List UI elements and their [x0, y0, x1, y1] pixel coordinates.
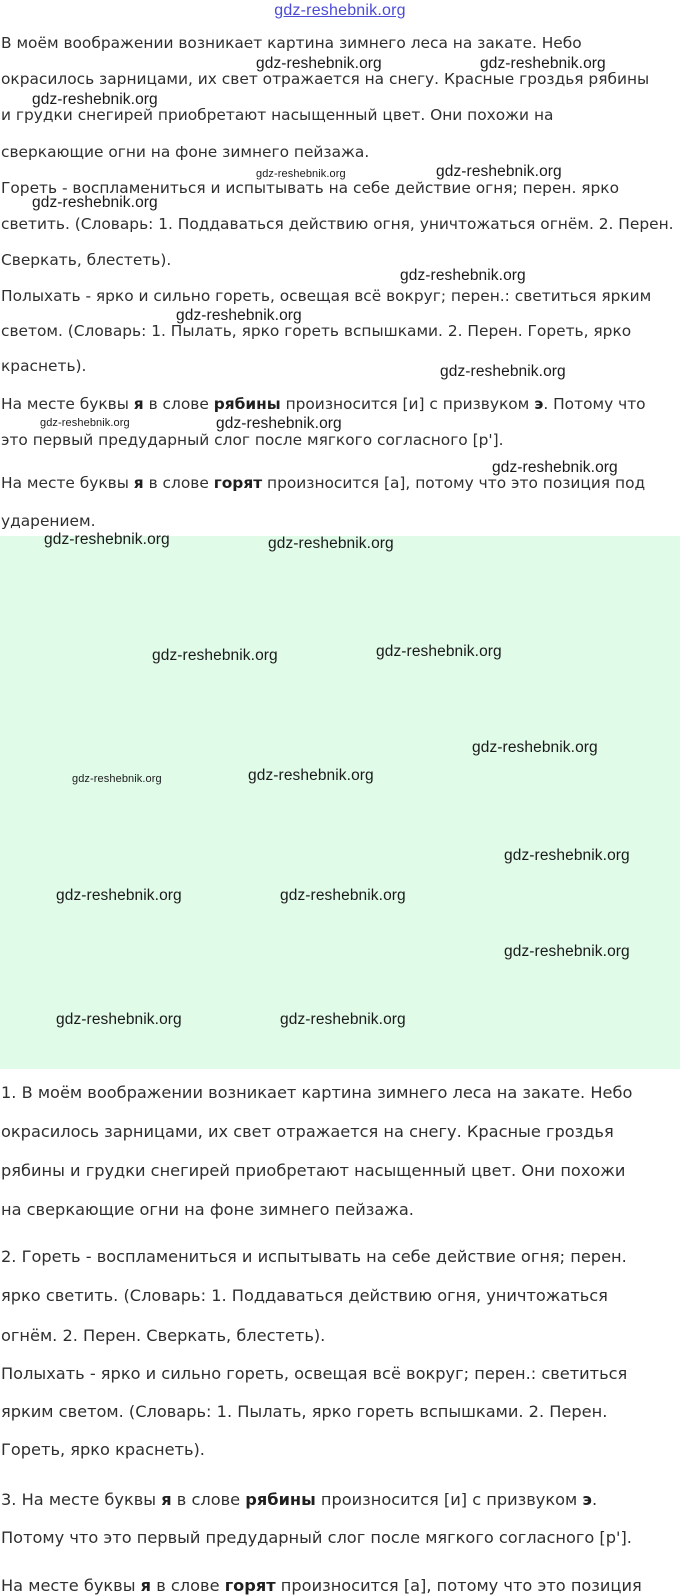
watermark-text: gdz-reshebnik.org	[40, 417, 130, 429]
bottom_block-line	[1, 1122, 614, 1141]
watermark-text: gdz-reshebnik.org	[440, 363, 566, 380]
text-run: в слове	[143, 395, 214, 413]
bottom_block-line	[1, 1200, 414, 1219]
bottom_block-line	[1, 1161, 625, 1180]
text-run: ударением.	[1, 512, 96, 530]
watermark-text: gdz-reshebnik.org	[176, 307, 302, 324]
text-run: светить. (Словарь: 1. Поддаваться действию огня, уничтожаться огнём. 2. Перен.	[1, 215, 674, 233]
watermark-text: gdz-reshebnik.org	[436, 163, 562, 180]
text-run: краснеть).	[1, 357, 87, 375]
bottom_block-line	[1, 1402, 607, 1421]
text-run: в слове	[151, 1576, 225, 1595]
text-run: в слове	[171, 1490, 246, 1509]
watermark-text: gdz-reshebnik.org	[268, 535, 394, 552]
watermark-text: gdz-reshebnik.org	[472, 739, 598, 756]
bottom_block-line	[1, 1490, 597, 1509]
text-run: окрасилось зарницами, их свет отражается на снегу. Красные гроздья	[1, 1122, 614, 1141]
top_block-line	[1, 287, 651, 305]
top_block-line	[1, 395, 646, 413]
top_block-line	[1, 357, 86, 375]
watermark-text: gdz-reshebnik.org	[280, 1011, 406, 1028]
bold-term: я	[140, 1576, 152, 1595]
watermark-text: gdz-reshebnik.org	[152, 647, 278, 664]
top_block-line	[1, 251, 171, 269]
bottom_block-line	[1, 1286, 608, 1305]
watermark-text: gdz-reshebnik.org	[56, 887, 182, 904]
text-run: светом. (Словарь: 1. Пылать, ярко гореть вспышками. 2. Перен. Гореть, ярко	[1, 322, 632, 340]
text-run: 1. В моём воображении возникает картина зимнего леса на закате. Небо	[1, 1083, 633, 1102]
text-run: 3. На месте буквы	[1, 1490, 162, 1509]
answer-block-plain	[0, 0, 680, 536]
site-watermark-header[interactable]: gdz-reshebnik.org	[274, 2, 406, 19]
watermark-text: gdz-reshebnik.org	[248, 767, 374, 784]
answer-block-highlighted	[0, 536, 680, 1595]
text-run: В моём воображении возникает картина зимнего леса на закате. Небо	[1, 34, 582, 52]
watermark-text: gdz-reshebnik.org	[400, 267, 526, 284]
watermark-text: gdz-reshebnik.org	[32, 194, 158, 211]
bold-term: я	[133, 395, 144, 413]
bottom_block-line	[1, 1364, 627, 1383]
text-run: .	[592, 1490, 598, 1509]
text-run: Гореть - воспламениться и испытывать на себе действие огня; перен. ярко	[1, 179, 620, 197]
bold-term: э	[582, 1490, 593, 1509]
text-run: Гореть, ярко краснеть).	[1, 1440, 205, 1459]
bold-term: рябины	[213, 395, 281, 413]
text-run: На месте буквы	[1, 1576, 141, 1595]
text-run: Полыхать - ярко и сильно гореть, освещая всё вокруг; перен.: светиться	[1, 1364, 628, 1383]
watermark-text: gdz-reshebnik.org	[44, 531, 170, 548]
text-run: ярким светом. (Словарь: 1. Пылать, ярко гореть вспышками. 2. Перен.	[1, 1402, 608, 1421]
top_block-line	[1, 143, 369, 161]
watermark-text: gdz-reshebnik.org	[256, 55, 382, 72]
text-run: 2. Гореть - воспламениться и испытывать на себе действие огня; перен.	[1, 1247, 627, 1266]
text-run: произносится [и] с призвуком	[280, 395, 535, 413]
bottom_block-line	[1, 1528, 632, 1547]
top_block-line	[1, 215, 674, 233]
bold-term: я	[133, 474, 144, 492]
text-run: в слове	[143, 474, 214, 492]
text-run: окрасилось зарницами, их свет отражается на снегу. Красные гроздья рябины	[1, 70, 650, 88]
bold-term: э	[534, 395, 544, 413]
text-run: Потому что это первый предударный слог после мягкого согласного [р'].	[1, 1528, 632, 1547]
watermark-text: gdz-reshebnik.org	[376, 643, 502, 660]
watermark-text: gdz-reshebnik.org	[492, 459, 618, 476]
bottom_block-line	[1, 1440, 205, 1459]
text-run: Полыхать - ярко и сильно гореть, освещая всё вокруг; перен.: светиться ярким	[1, 287, 652, 305]
watermark-text: gdz-reshebnik.org	[280, 887, 406, 904]
watermark-text: gdz-reshebnik.org	[504, 943, 630, 960]
watermark-text: gdz-reshebnik.org	[56, 1011, 182, 1028]
text-run: Сверкать, блестеть).	[1, 251, 172, 269]
top_block-line	[1, 322, 631, 340]
bottom_block-line	[1, 1576, 642, 1595]
text-run: произносится [а], потому что это позиция	[275, 1576, 642, 1595]
text-run: рябины и грудки снегирей приобретают насыщенный цвет. Они похожи	[1, 1161, 626, 1180]
top_block-line	[1, 431, 504, 449]
text-run: На месте буквы	[1, 395, 134, 413]
text-run: на сверкающие огни на фоне зимнего пейзажа.	[1, 1200, 414, 1219]
bold-term: я	[161, 1490, 172, 1509]
text-run: произносится [а], потому что это позиция под	[262, 474, 646, 492]
top_block-line	[1, 34, 582, 52]
text-run: огнём. 2. Перен. Сверкать, блестеть).	[1, 1326, 326, 1345]
watermark-text: gdz-reshebnik.org	[32, 91, 158, 108]
text-run: сверкающие огни на фоне зимнего пейзажа.	[1, 143, 370, 161]
bottom_block-line	[1, 1326, 325, 1345]
text-run: . Потому что	[543, 395, 646, 413]
text-run: это первый предударный слог после мягкого согласного [р'].	[1, 431, 504, 449]
bottom_block-line	[1, 1247, 627, 1266]
watermark-text: gdz-reshebnik.org	[72, 773, 162, 785]
text-run: произносится [и] с призвуком	[315, 1490, 583, 1509]
watermark-text: gdz-reshebnik.org	[256, 168, 346, 180]
bold-term: горят	[213, 474, 263, 492]
bold-term: рябины	[245, 1490, 316, 1509]
watermark-text: gdz-reshebnik.org	[504, 847, 630, 864]
top_block-line	[1, 512, 95, 530]
text-run: и грудки снегирей приобретают насыщенный цвет. Они похожи на	[1, 106, 554, 124]
watermark-text: gdz-reshebnik.org	[480, 55, 606, 72]
bold-term: горят	[224, 1576, 276, 1595]
watermark-text: gdz-reshebnik.org	[216, 415, 342, 432]
text-run: На месте буквы	[1, 474, 134, 492]
text-run: ярко светить. (Словарь: 1. Поддаваться действию огня, уничтожаться	[1, 1286, 608, 1305]
bottom_block-line	[1, 1083, 632, 1102]
